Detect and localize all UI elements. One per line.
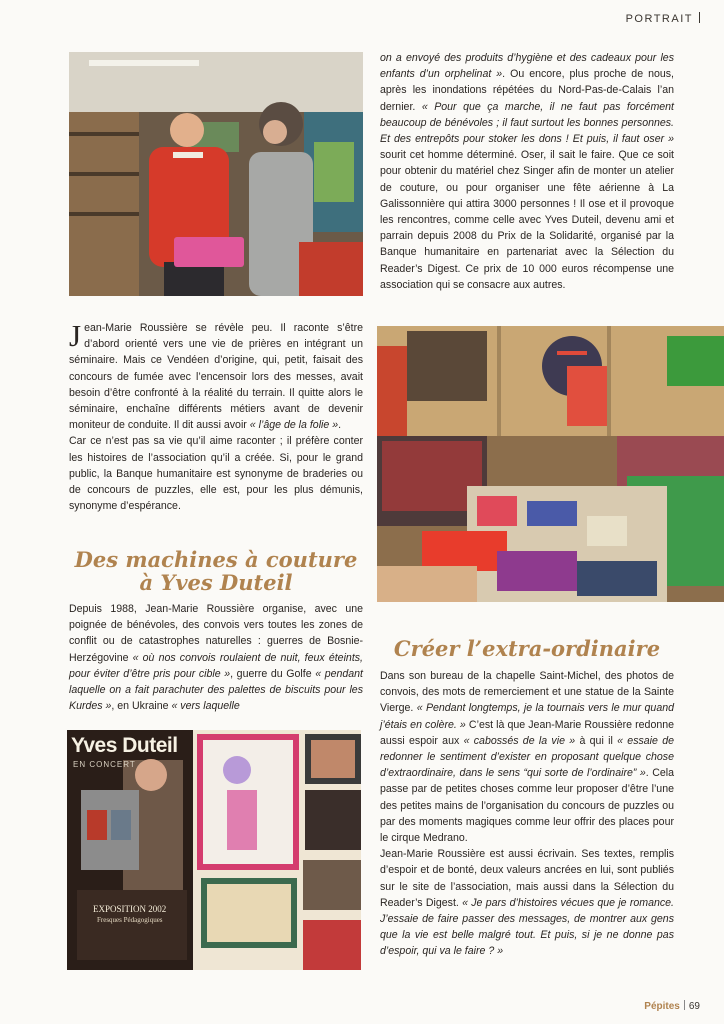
article-column-right-low xyxy=(380,668,674,960)
page-footer xyxy=(644,1000,700,1012)
text-dare: sourit cet homme déterminé. Oser, il sait le faire. Que ce soit pour obtenir du matériel chez Singer afin de monter un atelier de couture, ou pour organiser une fête aérienne à La Galissonnière qui attira 3000 personnes ! Il ose et il provoque les rencontres, comme celle avec Yves Duteil, devenu ami et parrain depuis 2008 du Prix de la Solidarité, organisé par la Banque humanitaire en partenariat avec la Sélection du Reader’s Digest. Ce prix de 10 000 euros récompense une association qui se consacre aux autres. xyxy=(380,149,674,291)
heading-extra-ordinaire xyxy=(377,637,677,660)
article-column-left-mid xyxy=(69,320,363,514)
quote-cabosses: « cabossés de la vie » xyxy=(463,734,576,747)
quote-histoires: « Je pars d’histoires vécues que je romance. J’essaie de faire passer des messages, de montrer aux gens que la vie est belle malgré tout. Et puis, si je ne donne pas d’espoir, qui va le faire ? » xyxy=(380,896,674,958)
drop-cap: J xyxy=(69,318,82,353)
section-divider xyxy=(699,12,700,23)
text-medrano: . Cela passe par de petites choses comme leur proposer d’être l’une des petites mains de l’organisation du concours de puzzles ou par des moments magiques comme leur offrir des places pour le cirque Medrano. xyxy=(380,767,674,845)
text-intro-end: . xyxy=(338,419,342,432)
article-column-left-low xyxy=(69,601,363,714)
quote-colere: « Pendant longtemps, je la tournais vers le mur quand j’étais en colère. » xyxy=(380,702,675,731)
quote-orphanage: on a envoyé des produits d’hygiène et des cadeaux pour les enfants d’un orphelinat » xyxy=(380,52,674,81)
quote-kurdes: « pendant laquelle on a fait parachuter des palettes de biscuits pour les Kurdes » xyxy=(69,667,363,713)
quote-exister: « essaie de redonner le sentiment d’exister en proposant quelque chose d’extraordinaire, dans le sens “qui sorte de l’ordinaire” » xyxy=(380,734,675,780)
expo-subtitle: Fresques Pédagogiques xyxy=(97,916,163,924)
poster-subtitle: EN CONCERT xyxy=(73,760,136,769)
quote-night: « où nos convois roulaient de nuit, feux éteints, pour éviter d’être pris pour cible » xyxy=(69,651,363,680)
quote-ukraine: « vers laquelle xyxy=(171,700,240,713)
text-floods: . Ou encore, plus proche de nous, après les inondations répétées du Nord-Pas-de-Calais l’an dernier. xyxy=(380,68,674,113)
article-column-right-top xyxy=(380,50,674,293)
text-ecrivain: Jean-Marie Roussière est aussi écrivain. Ses textes, remplis d’espoir et de bonté, deux valeurs ancrées en lui, sont publiés sur le site de l’association, mais aussi dans la Sélection du Reader’s Digest. xyxy=(380,848,674,909)
photo-poster-wall xyxy=(67,730,361,970)
text-association: Car ce n’est pas sa vie qu’il aime raconter ; il préfère conter les histoires de l’association qu’il a créée. Si, pour le grand public, la Banque humanitaire est synonyme de braderies ou de concours de puzzles, elle est, pour les plus démunis, synonyme d’espérance. xyxy=(69,435,363,513)
heading-line-2: à Yves Duteil xyxy=(139,570,293,595)
text-espoir: C’est là que Jean-Marie Roussière redonne aussi espoir aux xyxy=(380,718,675,747)
text-intro: ean-Marie Roussière se révèle peu. Il raconte s’être d’abord orienté vers une vie de prières en intégrant un séminaire. Mais ce Vendéen d’origine, qui, petit, faisait des concours de fumée avec l’encensoir lors des messes, avait besoin d’être confronté à la réalité du terrain. Il quitte alors le séminaire, enchaîne différents métiers avant de devenir moniteur de conduite. Il dit aussi avoir xyxy=(69,322,363,432)
text-convois: Depuis 1988, Jean-Marie Roussière organise, avec une poignée de bénévoles, des convois vers toutes les zones de conflit ou de catastrophes naturelles : guerres de Bosnie-Herzégovine xyxy=(69,603,363,664)
expo-title: EXPOSITION 2002 xyxy=(93,904,167,914)
quote-volunteers: « Pour que ça marche, il ne faut pas forcément beaucoup de bénévoles ; il faut surtout les bonnes personnes. Et des entrepôts pour stoker les dons ! Et puis, il faut oser » xyxy=(380,100,674,146)
photo-portrait-shop xyxy=(69,52,363,296)
photo-chapel-store xyxy=(377,326,724,602)
text-bureau: Dans son bureau de la chapelle Saint-Michel, des photos de convois, des mots de remerciement et une statue de la Sainte Vierge. xyxy=(380,670,674,715)
text-a-qui: à qui il xyxy=(575,734,618,747)
magazine-name: Pépites xyxy=(644,1001,680,1012)
heading-line-1: Des machines à couture xyxy=(74,547,358,572)
poster-title: Yves Duteil xyxy=(71,734,178,757)
section-label xyxy=(626,12,700,25)
heading-right-text: Créer l’extra-ordinaire xyxy=(393,636,661,661)
text-ukraine: , en Ukraine xyxy=(111,700,172,713)
heading-machines-couture xyxy=(69,548,363,594)
text-golfe: , guerre du Golfe xyxy=(230,667,316,680)
footer-divider xyxy=(684,1000,685,1010)
section-label-text: PORTRAIT xyxy=(625,13,693,25)
quote-folie: « l’âge de la folie » xyxy=(249,419,339,432)
page-number: 69 xyxy=(688,1001,700,1012)
